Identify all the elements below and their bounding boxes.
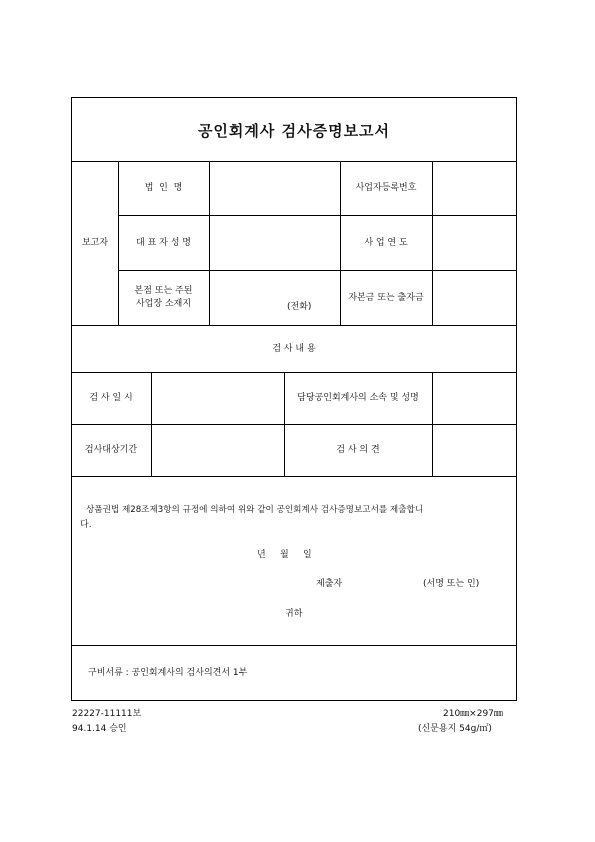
inspection-date-label: 검 사 일 시: [89, 393, 133, 403]
biz-year-label: 사 업 연 도: [364, 238, 408, 248]
divider-reporter-end: [71, 325, 517, 326]
inspection-content-header: 검 사 내 용: [272, 344, 316, 354]
form-number: 22227-11111보: [72, 709, 142, 719]
corp-name-label: 법 인 명: [144, 183, 183, 193]
address-field[interactable]: [210, 271, 340, 325]
ceo-name-field[interactable]: [210, 216, 340, 270]
date-line: 년 월 일: [257, 550, 312, 560]
address-label-line2: 사업장 소재지: [135, 299, 192, 309]
submitter-field[interactable]: [350, 576, 420, 590]
reporter-label: 보고자: [81, 238, 109, 248]
capital-field[interactable]: [433, 271, 517, 325]
address-label-line1: 본점 또는 주된: [134, 286, 193, 296]
corp-name-field[interactable]: [210, 162, 340, 215]
inspection-period-field[interactable]: [152, 425, 284, 476]
divider-period-row: [71, 476, 517, 477]
divider-declaration: [71, 645, 517, 646]
submitter-label: 제출자: [316, 579, 343, 589]
addressee-label: 귀하: [285, 609, 303, 619]
biz-year-field[interactable]: [433, 216, 517, 270]
inspection-opinion-field[interactable]: [433, 425, 517, 476]
inspection-period-label: 검사대상기간: [84, 445, 138, 455]
biz-reg-no-field[interactable]: [433, 162, 517, 215]
phone-label: (전화): [287, 302, 312, 312]
biz-reg-no-label: 사업자등록번호: [355, 183, 417, 193]
inspection-date-field[interactable]: [152, 373, 284, 424]
vline-insp2: [284, 372, 285, 476]
signature-label: (서명 또는 인): [423, 579, 480, 589]
paper-size: 210㎜×297㎜: [443, 709, 503, 719]
capital-label: 자본금 또는 출자금: [348, 293, 424, 303]
form-title: 공인회계사 검사증명보고서: [197, 122, 391, 140]
accountant-label: 담당공인회계사의 소속 및 성명: [297, 393, 419, 403]
ceo-name-label: 대 표 자 성 명: [136, 238, 191, 248]
attachment-note: 구비서류 : 공인회계사의 검사의견서 1부: [88, 668, 248, 678]
accountant-field[interactable]: [433, 373, 517, 424]
declaration-line2: 다.: [80, 520, 92, 530]
paper-spec: (신문용지 54g/㎡): [418, 724, 492, 734]
declaration-line1: 상품권법 제28조제3항의 규정에 의하여 위와 같이 공인회계사 검사증명보고서를 제출합니: [86, 505, 424, 515]
approval-date: 94.1.14 승인: [72, 724, 127, 734]
inspection-opinion-label: 검 사 의 견: [336, 445, 380, 455]
